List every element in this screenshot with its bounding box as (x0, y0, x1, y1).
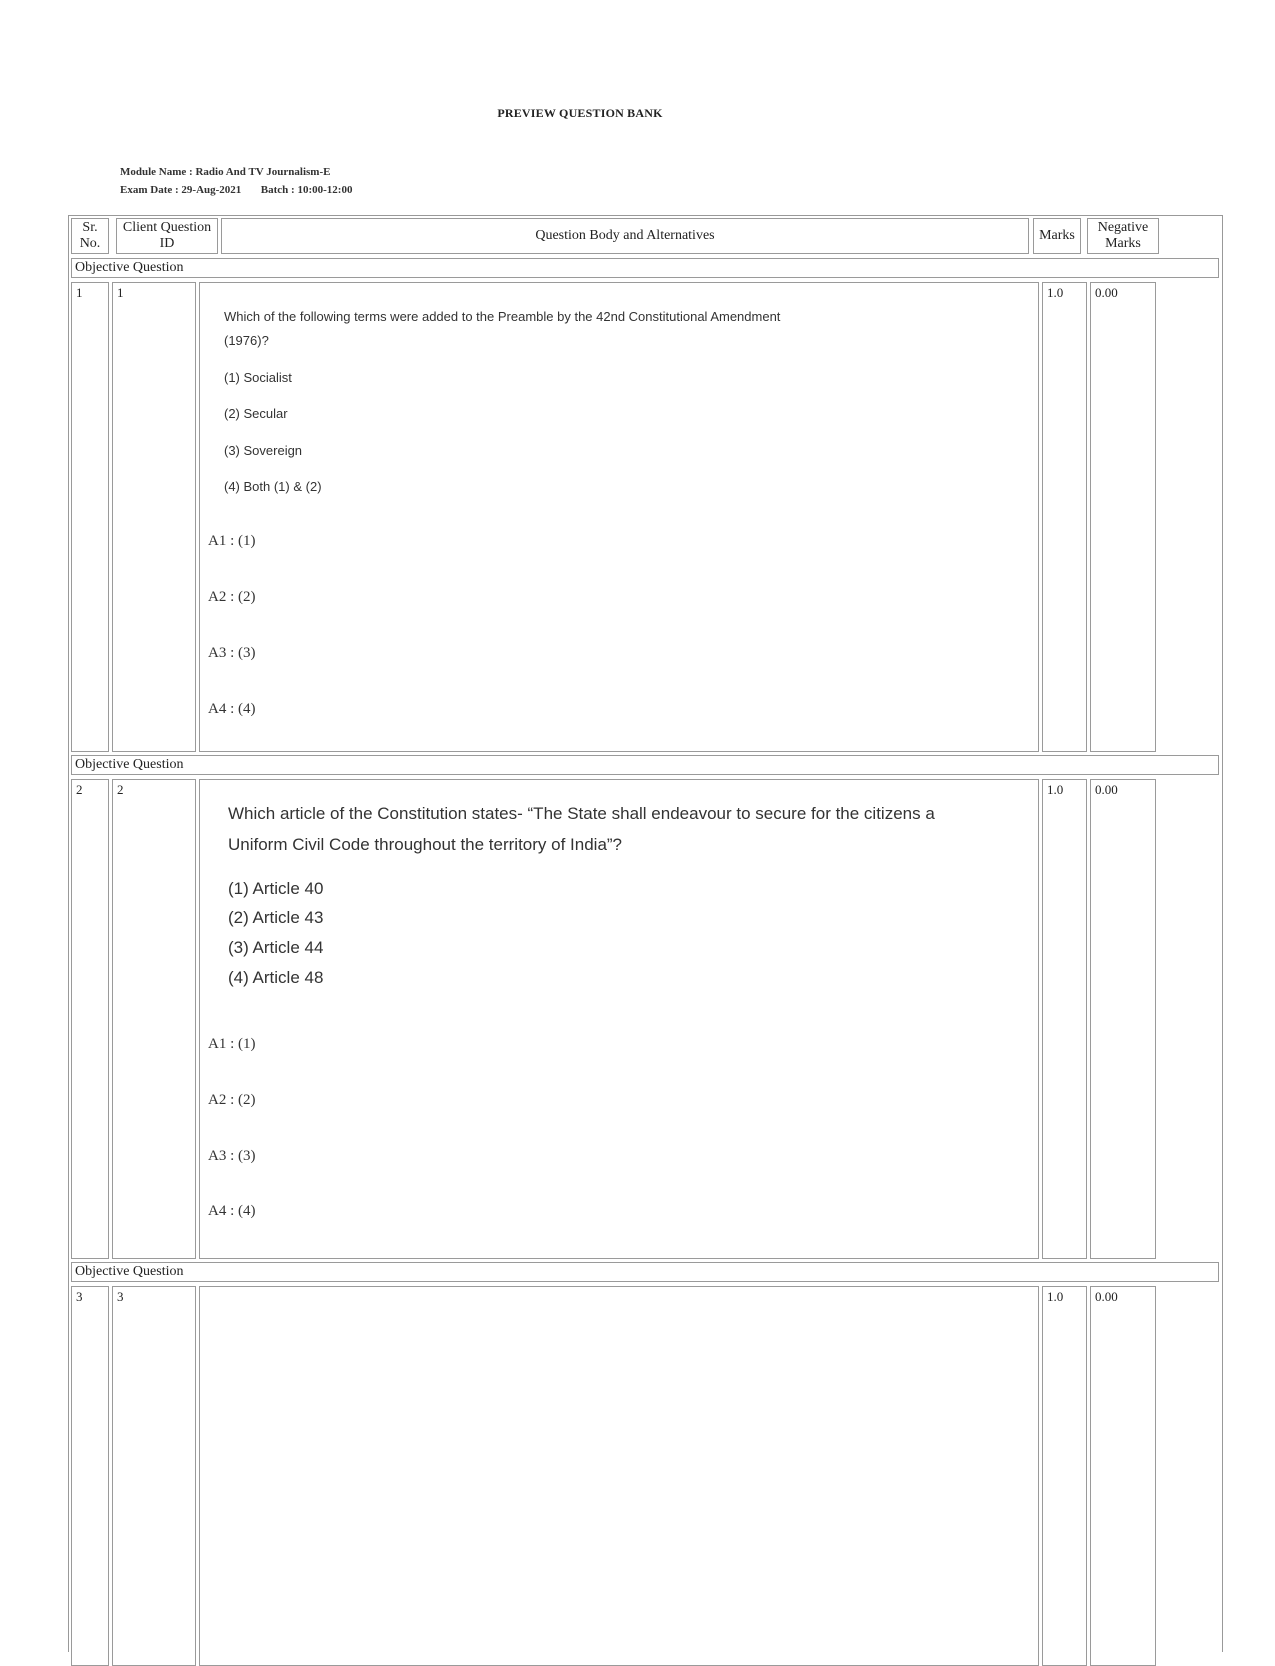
header-marks: Marks (1033, 218, 1081, 254)
header-sr-no: Sr. No. (71, 218, 109, 254)
question-table (68, 215, 1223, 1652)
alternative-item: A4 : (4) (208, 1203, 256, 1219)
exam-line (120, 181, 352, 199)
question-body-cell (199, 282, 1039, 752)
alternative-item: A3 : (3) (208, 1148, 256, 1164)
marks-cell: 1.0 (1042, 282, 1087, 752)
option-item: (2) Article 43 (228, 908, 324, 927)
client-id-cell: 2 (112, 779, 196, 1259)
exam-date-value: 29-Aug-2021 (181, 184, 242, 196)
option-item: (1) Article 40 (228, 879, 324, 898)
option-item: (3) Sovereign (224, 443, 303, 458)
alternative-item: A2 : (2) (208, 1092, 256, 1108)
option-item: (1) Socialist (224, 370, 292, 385)
header-client-id: Client Question ID (116, 218, 218, 254)
section-label: Objective Question (71, 258, 1219, 278)
option-item: (3) Article 44 (228, 938, 324, 957)
option-item: (4) Article 48 (228, 968, 324, 987)
section-label: Objective Question (71, 1262, 1219, 1282)
alternative-item: A1 : (1) (208, 1036, 256, 1052)
module-label: Module Name : (120, 166, 193, 178)
exam-meta (120, 163, 352, 199)
module-line (120, 163, 352, 181)
question-stem: Which article of the Constitution states- “The State shall endeavour to secure for the citizens a Uniform Civil Code throughout the territory of India”? (228, 804, 935, 854)
question-body-cell (199, 1286, 1039, 1666)
marks-cell: 1.0 (1042, 779, 1087, 1259)
negative-marks-cell: 0.00 (1090, 1286, 1156, 1666)
header-negative-marks: Negative Marks (1087, 218, 1159, 254)
client-id-cell: 3 (112, 1286, 196, 1666)
sr-no-cell: 2 (71, 779, 109, 1259)
marks-cell: 1.0 (1042, 1286, 1087, 1666)
section-label: Objective Question (71, 755, 1219, 775)
client-id-cell: 1 (112, 282, 196, 752)
alternative-item: A4 : (4) (208, 701, 256, 717)
negative-marks-cell: 0.00 (1090, 779, 1156, 1259)
alternative-item: A2 : (2) (208, 589, 256, 605)
exam-date-label: Exam Date : (120, 184, 179, 196)
alternative-item: A1 : (1) (208, 533, 256, 549)
sr-no-cell: 3 (71, 1286, 109, 1666)
alternative-item: A3 : (3) (208, 645, 256, 661)
header-question-body: Question Body and Alternatives (221, 218, 1029, 254)
sr-no-cell: 1 (71, 282, 109, 752)
page-title: PREVIEW QUESTION BANK (497, 106, 663, 120)
negative-marks-cell: 0.00 (1090, 282, 1156, 752)
option-item: (2) Secular (224, 406, 288, 421)
question-stem: Which of the following terms were added to the Preamble by the 42nd Constitutional Amendment (1976)? (224, 309, 781, 348)
option-item: (4) Both (1) & (2) (224, 479, 322, 494)
question-body-cell (199, 779, 1039, 1259)
module-value: Radio And TV Journalism-E (195, 166, 331, 178)
batch-value: 10:00-12:00 (297, 184, 353, 196)
batch-label: Batch : (260, 184, 295, 196)
